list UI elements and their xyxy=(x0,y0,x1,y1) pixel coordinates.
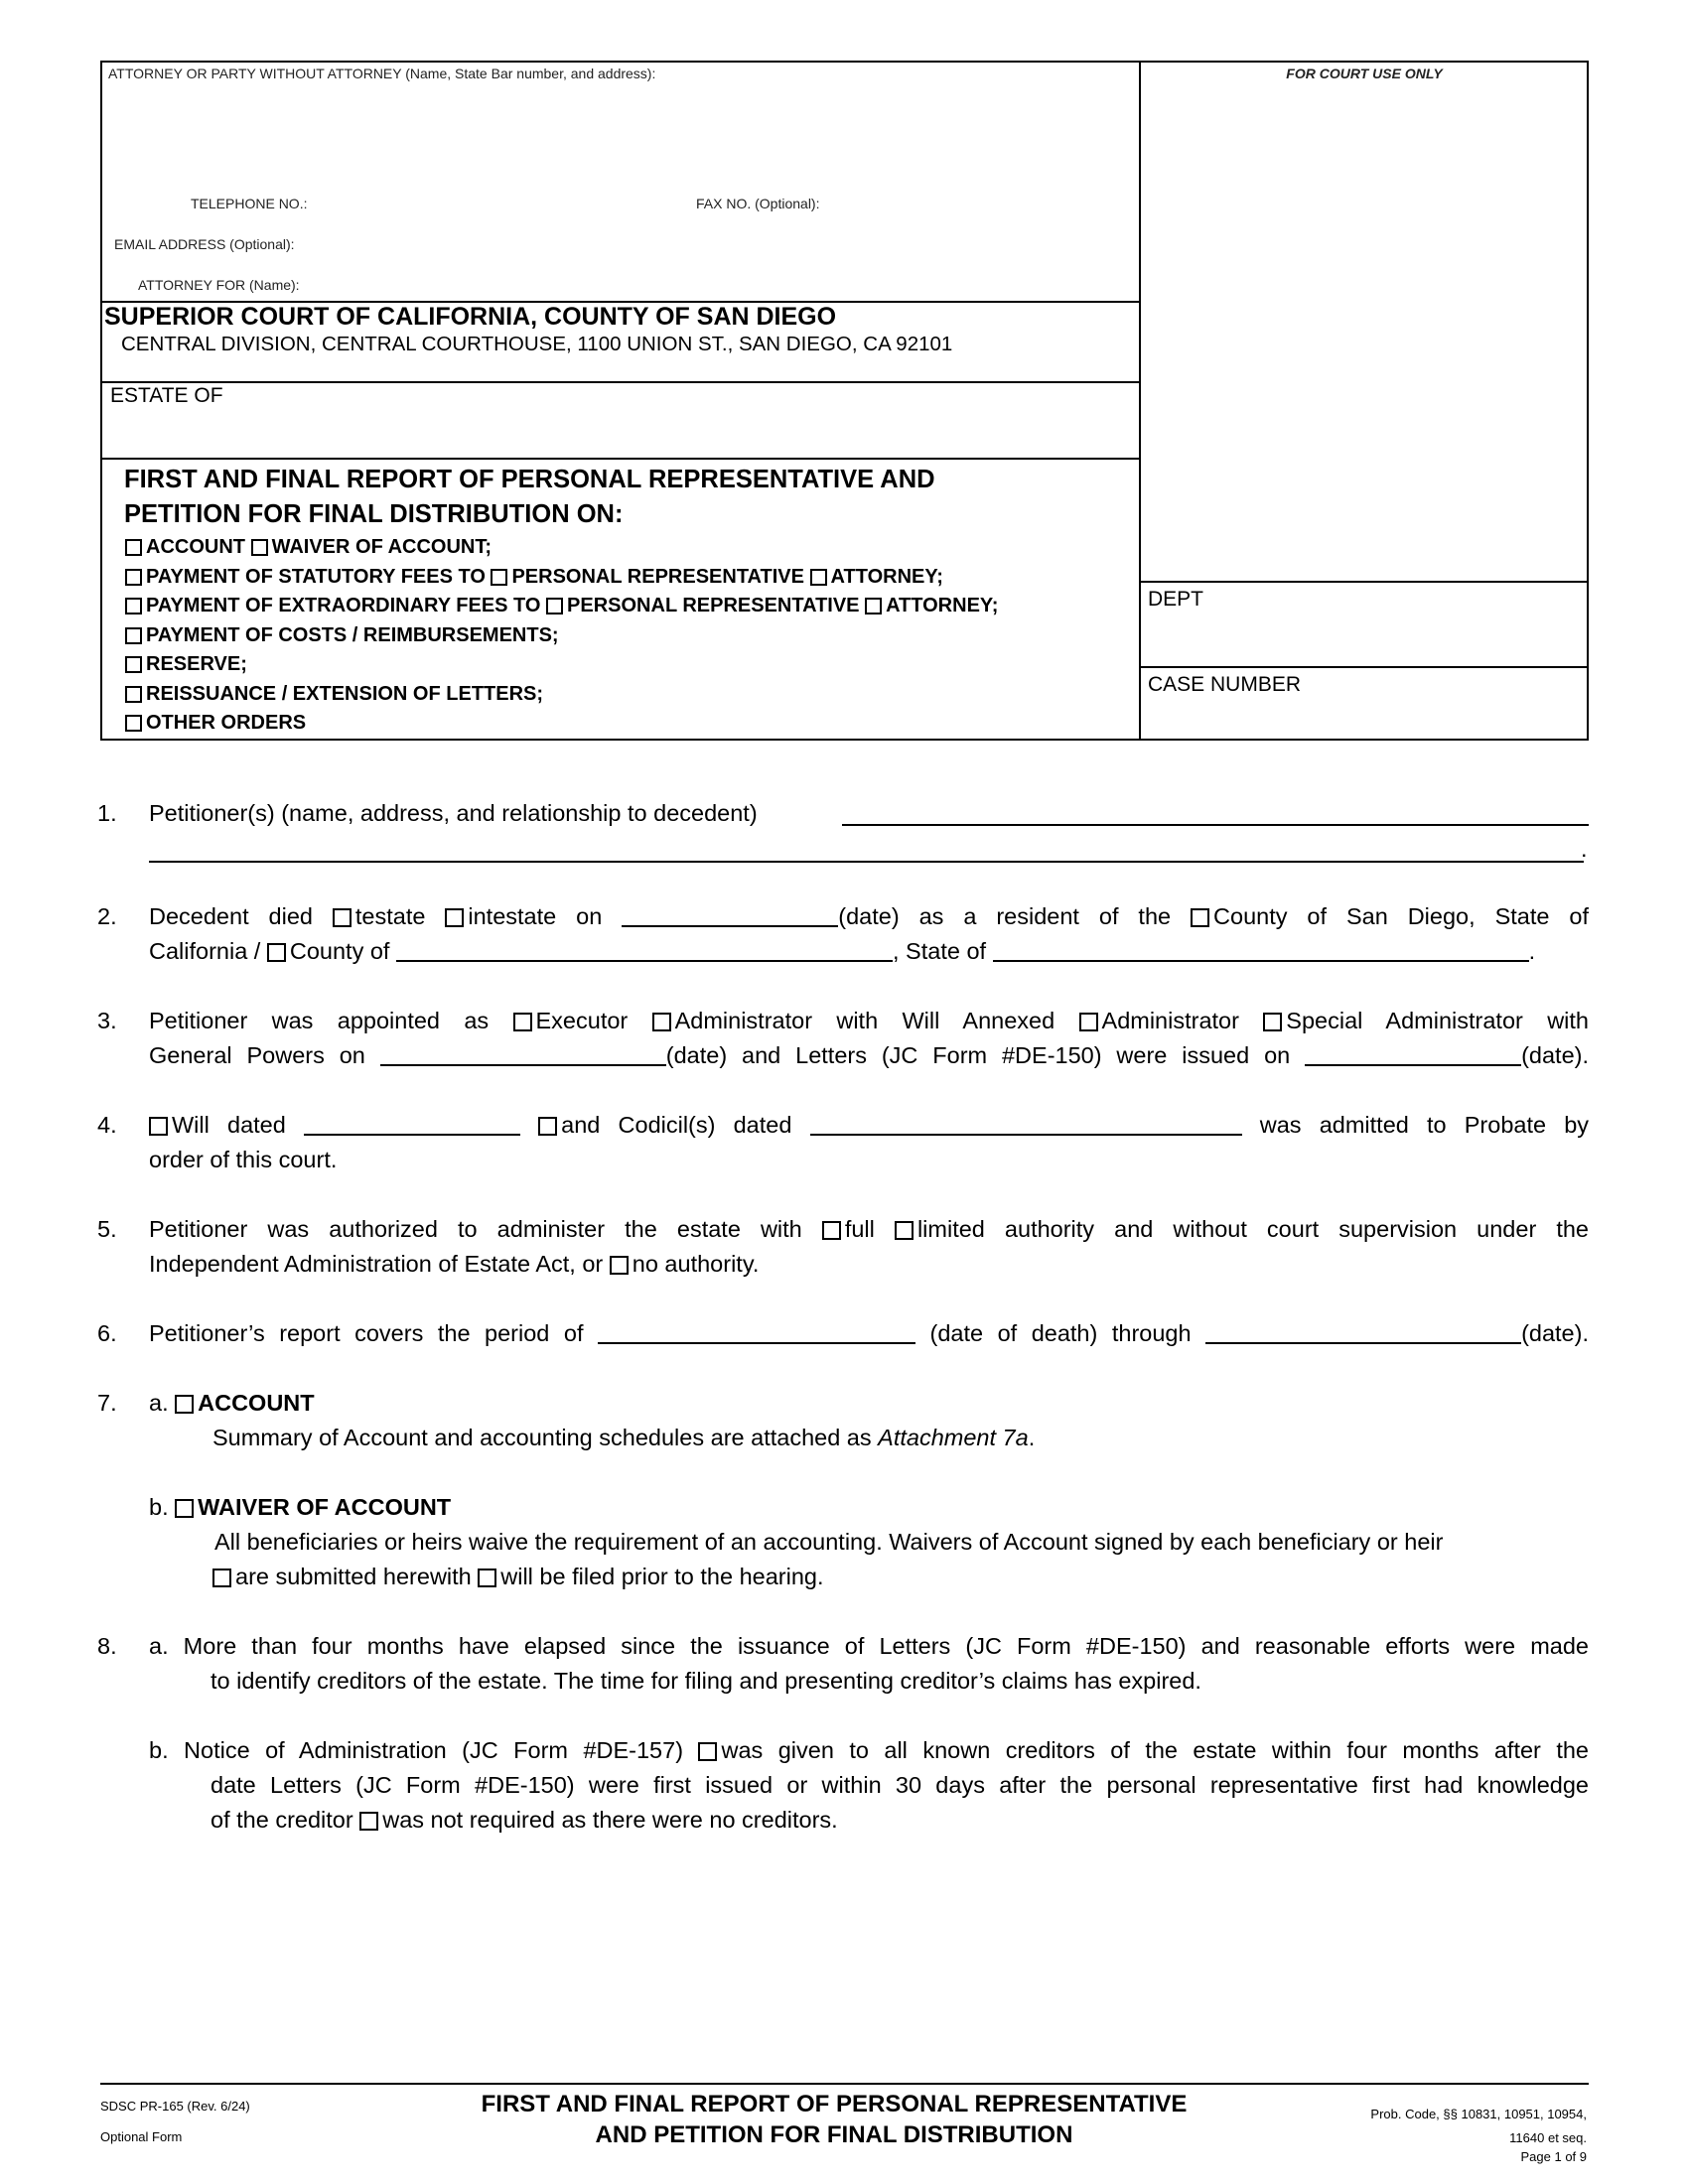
statutory-attorney-checkbox[interactable] xyxy=(810,569,827,586)
form-title-line2: PETITION FOR FINAL DISTRIBUTION ON: xyxy=(124,500,624,528)
option-row-reserve: RESERVE; xyxy=(125,650,998,680)
item-5-line-2: Independent Administration of Estate Act, or no authority. xyxy=(149,1251,760,1277)
item-1-fill-2[interactable] xyxy=(149,861,1584,863)
item-2-line-2: California / County of , State of . xyxy=(149,938,1536,964)
reissuance-checkbox[interactable] xyxy=(125,686,142,703)
item-3-line-2: General Powers on (date) and Letters (JC Form #DE-150) were issued on (date). xyxy=(149,1042,1590,1068)
footer-title xyxy=(397,2089,1271,2150)
special-admin-checkbox[interactable] xyxy=(1263,1013,1282,1031)
waiver-7b-checkbox[interactable] xyxy=(175,1499,194,1518)
extraordinary-personal-rep-checkbox[interactable] xyxy=(546,598,563,614)
item-8a-line-2: to identify creditors of the estate. The time for filing and presenting creditor’s claims has expired. xyxy=(211,1668,1201,1694)
death-date-field[interactable] xyxy=(622,903,838,927)
form-title-line1: FIRST AND FINAL REPORT OF PERSONAL REPRESENTATIVE AND xyxy=(124,466,935,493)
item-7-number: 7. xyxy=(97,1390,117,1416)
item-5-line-1: Petitioner was authorized to administer the estate with full limited authority and without court supervision under the xyxy=(149,1216,1590,1242)
reserve-checkbox[interactable] xyxy=(125,656,142,673)
footer-code-line2: 11640 et seq. xyxy=(1509,2130,1587,2145)
item-2-line-1: Decedent died testate intestate on (date) as a resident of the County of San Diego, State of xyxy=(149,903,1589,929)
item-3-line-1: Petitioner was appointed as Executor Administrator with Will Annexed Administrator Special Administrator with xyxy=(149,1008,1589,1033)
no-authority-checkbox[interactable] xyxy=(610,1256,629,1275)
form-title xyxy=(124,463,935,532)
email-label: EMAIL ADDRESS (Optional): xyxy=(114,236,295,252)
telephone-label: TELEPHONE NO.: xyxy=(191,196,308,211)
county-sd-checkbox[interactable] xyxy=(1191,908,1209,927)
footer-title-line2: AND PETITION FOR FINAL DISTRIBUTION xyxy=(595,2121,1073,2148)
item-8a-line-1: a. More than four months have elapsed since the issuance of Letters (JC Form #DE-150) and reasonable efforts were made xyxy=(149,1633,1589,1659)
option-row-extraordinary: PAYMENT OF EXTRAORDINARY FEES TO PERSONAL REPRESENTATIVE ATTORNEY; xyxy=(125,592,998,621)
item-1-end: . xyxy=(1581,836,1588,862)
court-use-label: FOR COURT USE ONLY xyxy=(1286,66,1443,81)
account-7a-checkbox[interactable] xyxy=(175,1395,194,1414)
extraordinary-attorney-checkbox[interactable] xyxy=(865,598,882,614)
waivers-later-checkbox[interactable] xyxy=(478,1569,496,1587)
court-address: CENTRAL DIVISION, CENTRAL COURTHOUSE, 1100 UNION ST., SAN DIEGO, CA 92101 xyxy=(121,333,953,355)
testate-checkbox[interactable] xyxy=(333,908,352,927)
case-number-label: CASE NUMBER xyxy=(1148,673,1302,696)
item-7b-heading: b. WAIVER OF ACCOUNT xyxy=(149,1494,452,1520)
costs-checkbox[interactable] xyxy=(125,627,142,644)
attorney-label: ATTORNEY OR PARTY WITHOUT ATTORNEY (Name, State Bar number, and address): xyxy=(108,66,656,81)
item-7a-heading: a. ACCOUNT xyxy=(149,1390,315,1416)
item-2-number: 2. xyxy=(97,903,117,929)
item-1-fill-1[interactable] xyxy=(842,824,1589,826)
footer-code xyxy=(1192,2100,1587,2167)
item-7b-text: All beneficiaries or heirs waive the requirement of an accounting. Waivers of Account signed by each beneficiary or heir xyxy=(214,1529,1444,1555)
item-1-number: 1. xyxy=(97,800,117,826)
statutory-personal-rep-checkbox[interactable] xyxy=(491,569,507,586)
other-county-checkbox[interactable] xyxy=(267,943,286,962)
item-8b-line-2: date Letters (JC Form #DE-150) were first issued or within 30 days after the personal representative first had knowledge xyxy=(211,1772,1589,1798)
item-8b-line-3: of the creditor was not required as there were no creditors. xyxy=(211,1807,838,1833)
notice-not-required-checkbox[interactable] xyxy=(359,1812,378,1831)
other-state-field[interactable] xyxy=(993,938,1529,962)
waivers-herewith-checkbox[interactable] xyxy=(212,1569,231,1587)
item-7b-options: are submitted herewith will be filed prior to the hearing. xyxy=(212,1560,824,1594)
codicil-checkbox[interactable] xyxy=(538,1117,557,1136)
limited-authority-checkbox[interactable] xyxy=(895,1221,914,1240)
admin-will-checkbox[interactable] xyxy=(652,1013,671,1031)
footer-form-id: SDSC PR-165 (Rev. 6/24) xyxy=(100,2099,250,2114)
option-row-statutory: PAYMENT OF STATUTORY FEES TO PERSONAL REPRESENTATIVE ATTORNEY; xyxy=(125,563,998,593)
will-date-field[interactable] xyxy=(304,1112,520,1136)
footer-title-line1: FIRST AND FINAL REPORT OF PERSONAL REPRESENTATIVE xyxy=(481,2091,1188,2117)
item-6-number: 6. xyxy=(97,1320,117,1346)
item-6-line-1: Petitioner’s report covers the period of (date of death) through (date). xyxy=(149,1320,1589,1346)
footer-page: Page 1 of 9 xyxy=(1520,2149,1587,2164)
item-7a-text: Summary of Account and accounting schedules are attached as Attachment 7a. xyxy=(212,1425,1036,1450)
item-5-number: 5. xyxy=(97,1216,117,1242)
period-end-field[interactable] xyxy=(1205,1320,1521,1344)
footer-code-line1: Prob. Code, §§ 10831, 10951, 10954, xyxy=(1370,2107,1587,2121)
waiver-checkbox[interactable] xyxy=(251,539,268,556)
item-1-text: Petitioner(s) (name, address, and relationship to decedent) xyxy=(149,800,758,826)
item-4-line-1: Will dated and Codicil(s) dated was admitted to Probate by xyxy=(149,1108,1589,1143)
option-row-reissuance: REISSUANCE / EXTENSION OF LETTERS; xyxy=(125,680,998,710)
administrator-checkbox[interactable] xyxy=(1079,1013,1098,1031)
will-checkbox[interactable] xyxy=(149,1117,168,1136)
item-4-number: 4. xyxy=(97,1112,117,1138)
codicil-date-field[interactable] xyxy=(810,1112,1242,1136)
appointed-date-field[interactable] xyxy=(380,1042,666,1066)
estate-of-label: ESTATE OF xyxy=(110,384,223,407)
item-8-number: 8. xyxy=(97,1633,117,1659)
extraordinary-fees-checkbox[interactable] xyxy=(125,598,142,614)
petition-options xyxy=(125,533,998,739)
period-start-field[interactable] xyxy=(598,1320,915,1344)
full-authority-checkbox[interactable] xyxy=(822,1221,841,1240)
statutory-fees-checkbox[interactable] xyxy=(125,569,142,586)
option-row-costs: PAYMENT OF COSTS / REIMBURSEMENTS; xyxy=(125,621,998,651)
attorney-for-label: ATTORNEY FOR (Name): xyxy=(138,277,300,293)
dept-label: DEPT xyxy=(1148,588,1204,611)
item-8b-line-1: b. Notice of Administration (JC Form #DE-157) was given to all known creditors of the estate within four months after the xyxy=(149,1737,1589,1763)
option-row-account: ACCOUNT WAIVER OF ACCOUNT; xyxy=(125,533,998,563)
item-4-line-2: order of this court. xyxy=(149,1147,338,1172)
item-3-number: 3. xyxy=(97,1008,117,1033)
executor-checkbox[interactable] xyxy=(513,1013,532,1031)
account-checkbox[interactable] xyxy=(125,539,142,556)
letters-issued-date-field[interactable] xyxy=(1305,1042,1521,1066)
intestate-checkbox[interactable] xyxy=(445,908,464,927)
court-name: SUPERIOR COURT OF CALIFORNIA, COUNTY OF SAN DIEGO xyxy=(104,303,837,331)
notice-given-checkbox[interactable] xyxy=(698,1742,717,1761)
footer-optional: Optional Form xyxy=(100,2129,183,2144)
other-county-field[interactable] xyxy=(396,938,893,962)
other-orders-checkbox[interactable] xyxy=(125,715,142,732)
option-row-other: OTHER ORDERS xyxy=(125,709,998,739)
footer-rule xyxy=(100,2083,1589,2085)
fax-label: FAX NO. (Optional): xyxy=(696,196,820,211)
